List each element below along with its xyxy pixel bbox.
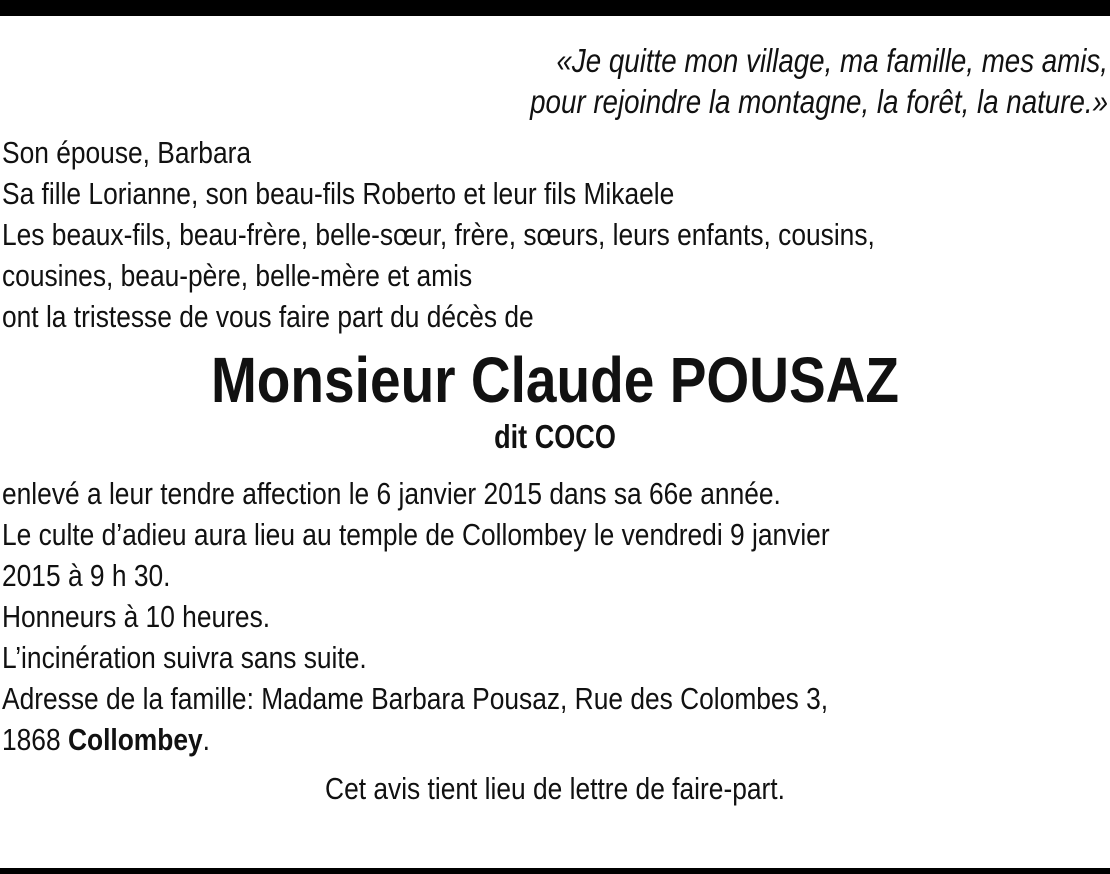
top-rule: [0, 0, 1110, 16]
funeral-details: [2, 473, 942, 760]
family-line: Les beaux-fils, beau-frère, belle-sœur, frère, sœurs, leurs enfants, cousins,: [2, 217, 875, 252]
address-line: [2, 719, 942, 760]
detail-line: L’incinération suivra sans suite.: [2, 640, 367, 675]
deceased-name: Monsieur Claude POUSAZ: [210, 344, 900, 416]
family-line: Sa fille Lorianne, son beau-fils Roberto et leur fils Mikaele: [2, 176, 675, 211]
quote-line: «Je quitte mon village, ma famille, mes amis,: [556, 42, 1108, 79]
detail-line: Honneurs à 10 heures.: [2, 599, 271, 634]
address-city: Collombey: [67, 722, 203, 757]
obituary-notice: [2, 40, 1108, 809]
detail-line: Adresse de la famille: Madame Barbara Pousaz, Rue des Colombes 3,: [2, 681, 829, 716]
deceased-nickname: dit COCO: [494, 418, 616, 455]
address-end: .: [202, 722, 210, 757]
family-announcement: [2, 132, 942, 337]
family-line: Son épouse, Barbara: [2, 135, 252, 170]
address-postcode: 1868: [2, 722, 68, 757]
family-line: cousines, beau-père, belle-mère et amis: [2, 258, 473, 293]
bottom-rule: [0, 868, 1110, 874]
family-line: ont la tristesse de vous faire part du décès de: [2, 299, 534, 334]
epigraph-quote: [179, 40, 1108, 122]
quote-line: pour rejoindre la montagne, la forêt, la nature.»: [530, 83, 1108, 120]
detail-line: Le culte d’adieu aura lieu au temple de Collombey le vendredi 9 janvier: [2, 517, 830, 552]
detail-line: 2015 à 9 h 30.: [2, 558, 171, 593]
closing-statement: Cet avis tient lieu de lettre de faire-part.: [325, 771, 785, 806]
detail-line: enlevé a leur tendre affection le 6 janvier 2015 dans sa 66e année.: [2, 476, 781, 511]
